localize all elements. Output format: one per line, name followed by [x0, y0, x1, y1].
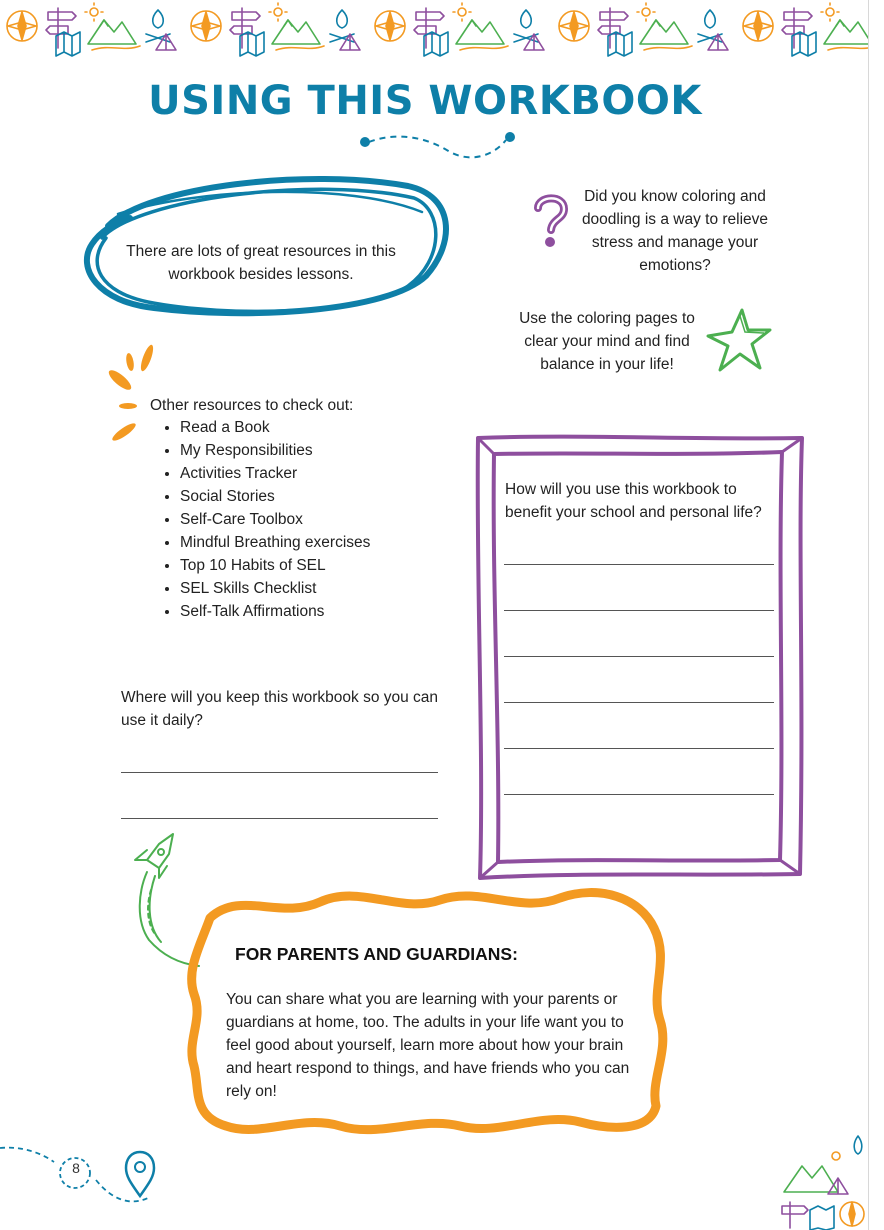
keep-question-line: use it daily?	[121, 712, 203, 729]
resource-item: • Top 10 Habits of SEL	[180, 554, 370, 577]
parents-body-line: guardians at home, too. The adults in your life want you to	[226, 1014, 624, 1031]
did-you-know-line: emotions?	[639, 257, 711, 274]
reflection-answer-line[interactable]	[504, 656, 774, 657]
star-icon	[704, 306, 774, 376]
dashed-path-icon	[355, 128, 520, 168]
parents-body	[226, 988, 646, 1103]
resources-heading: Other resources to check out:	[150, 397, 354, 414]
compass-icon	[7, 11, 37, 41]
campfire-icon	[854, 1136, 862, 1154]
resource-item: • Social Stories	[180, 485, 370, 508]
did-you-know-text	[568, 185, 782, 277]
intro-bubble-text	[108, 240, 414, 286]
resource-item: • Self-Talk Affirmations	[180, 600, 370, 623]
keep-question-line: Where will you keep this workbook so you can	[121, 689, 439, 706]
did-you-know-line: doodling is a way to relieve	[581, 211, 769, 228]
map-icon	[810, 1206, 834, 1230]
resource-item: • Read a Book	[180, 416, 370, 439]
resource-item: • SEL Skills Checklist	[180, 577, 370, 600]
keep-answer-line[interactable]	[121, 818, 438, 819]
resource-item: • My Responsibilities	[180, 439, 370, 462]
question-mark-icon	[532, 192, 570, 250]
reflection-answer-line[interactable]	[504, 702, 774, 703]
intro-bubble-line: There are lots of great resources in this	[126, 243, 396, 260]
page-number: 8	[72, 1160, 80, 1176]
mountain-icon	[88, 20, 140, 50]
mountain-icon	[784, 1166, 838, 1192]
did-you-know-line: Did you know coloring and	[584, 188, 766, 205]
map-icon	[56, 32, 80, 56]
parents-heading: FOR PARENTS AND GUARDIANS:	[235, 944, 518, 964]
coloring-tip-line: clear your mind and find	[524, 333, 690, 350]
page-title: USING THIS WORKBOOK	[148, 78, 702, 124]
resource-item: • Self-Care Toolbox	[180, 508, 370, 531]
resource-item: • Activities Tracker	[180, 462, 370, 485]
reflection-answer-line[interactable]	[504, 748, 774, 749]
sun-icon	[832, 1152, 840, 1160]
parents-body-line: and heart respond to things, and have friends who you can	[226, 1060, 630, 1077]
resource-item: • Mindful Breathing exercises	[180, 531, 370, 554]
compass-icon	[840, 1202, 864, 1226]
reflection-answer-line[interactable]	[504, 610, 774, 611]
reflection-answer-line[interactable]	[504, 564, 774, 565]
resources-list	[162, 416, 370, 623]
did-you-know-line: stress and manage your	[591, 234, 759, 251]
location-pin-icon	[126, 1152, 154, 1196]
coloring-tip-line: balance in your life!	[540, 356, 674, 373]
corner-decoration	[776, 1132, 868, 1230]
reflection-answer-line[interactable]	[504, 794, 774, 795]
reflection-question-line: benefit your school and personal life?	[505, 504, 762, 521]
sun-icon	[85, 3, 103, 21]
reflection-question	[505, 478, 795, 524]
page-edge-divider	[868, 0, 869, 1230]
signpost-icon	[782, 1202, 808, 1228]
intro-bubble-line: workbook besides lessons.	[168, 266, 354, 283]
tent-icon	[156, 34, 176, 50]
parents-body-line: feel good about yourself, learn more about how your brain	[226, 1037, 624, 1054]
coloring-tip-line: Use the coloring pages to	[519, 310, 695, 327]
parents-body-line: rely on!	[226, 1083, 277, 1100]
keep-answer-line[interactable]	[121, 772, 438, 773]
keep-question	[121, 686, 451, 732]
decorative-border-strip	[0, 0, 868, 58]
reflection-question-line: How will you use this workbook to	[505, 481, 737, 498]
parents-body-line: You can share what you are learning with your parents or	[226, 991, 618, 1008]
coloring-tip-text	[498, 307, 716, 376]
